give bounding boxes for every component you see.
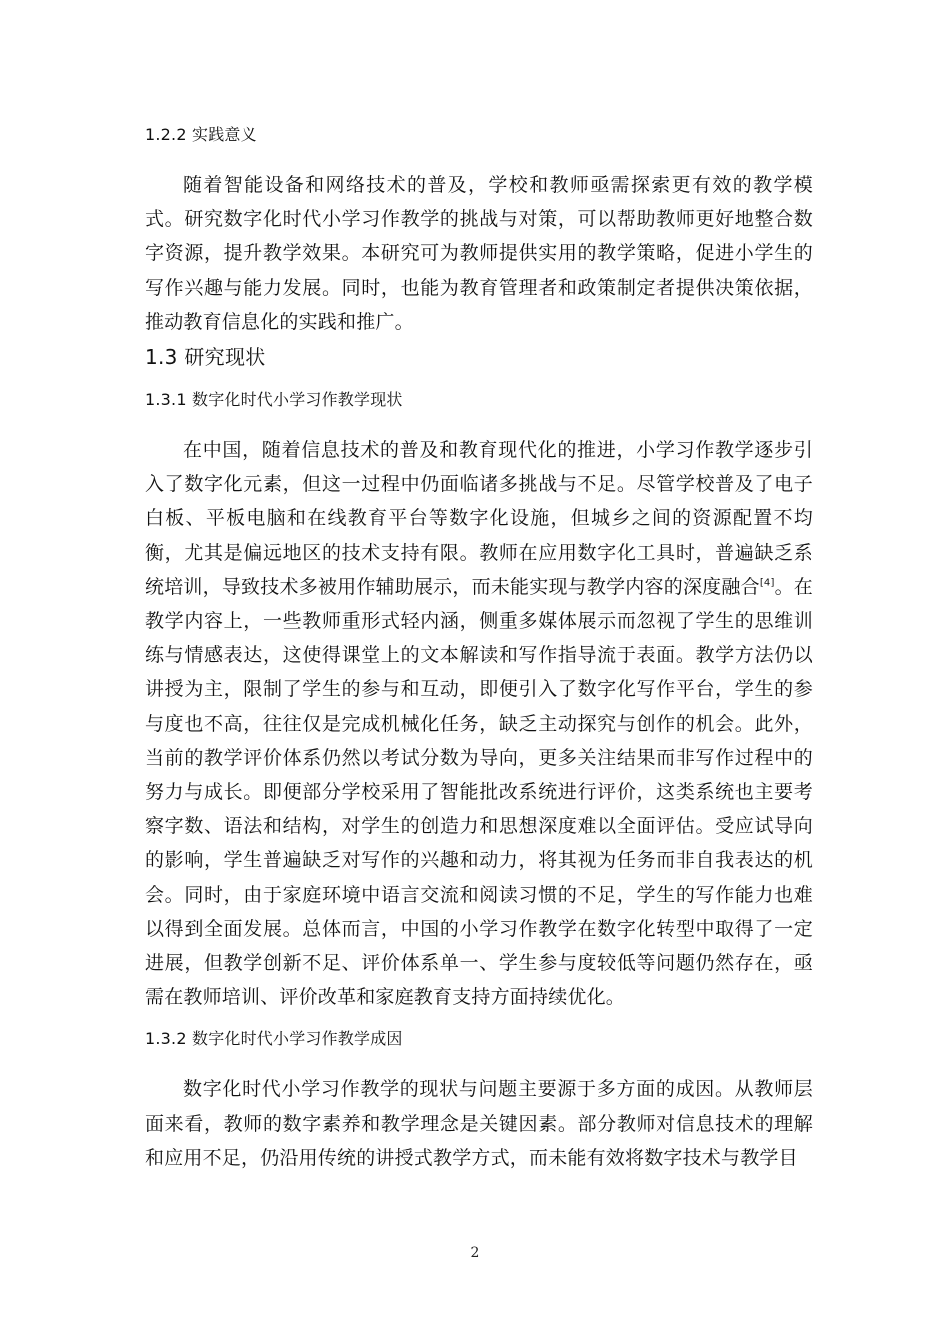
paragraph-current-status <box>145 433 813 1014</box>
page-content <box>145 120 813 1175</box>
page-number: 2 <box>470 1245 480 1261</box>
citation-ref: [4] <box>759 577 775 589</box>
heading-1-3-1: 1.3.1 数字化时代小学习作教学现状 <box>145 390 403 410</box>
heading-1-2-2: 1.2.2 实践意义 <box>145 125 257 144</box>
paragraph-current-status-part-b: 。在教学内容上，一些教师重形式轻内涵，侧重多媒体展示而忽视了学生的思维训练与情感表达，这使得课堂上的文本解读和写作指导流于表面。教学方法仍以讲授为主，限制了学生的参与和互动，即便引入了数字化写作平台，学生的参与度也不高，往往仅是完成机械化任务，缺乏主动探究与创作的机会。此外，当前的教学评价体系仍然以考试分数为导向，更多关注结果而非写作过程中的努力与成长。即便部分学校采用了智能批改系统进行评价，这类系统也主要考察字数、语法和结构，对学生的创造力和思想深度难以全面评估。受应试导向的影响，学生普遍缺乏对写作的兴趣和动力，将其视为任务而非自我表达的机会。同时，由于家庭环境中语言交流和阅读习惯的不足，学生的写作能力也难以得到全面发展。总体而言，中国的小学习作教学在数字化转型中取得了一定进展，但教学创新不足、评价体系单一、学生参与度较低等问题仍然存在，亟需在教师培训、评价改革和家庭教育支持方面持续优化。 <box>145 575 814 1009</box>
heading-1-3: 1.3 研究现状 <box>145 345 266 370</box>
heading-1-3-2: 1.3.2 数字化时代小学习作教学成因 <box>145 1029 403 1049</box>
paragraph-practical-significance: 随着智能设备和网络技术的普及，学校和教师亟需探索更有效的教学模式。研究数字化时代小学习作教学的挑战与对策，可以帮助教师更好地整合数字资源，提升教学效果。本研究可为教师提供实用的教学策略，促进小学生的写作兴趣与能力发展。同时，也能为教育管理者和政策制定者提供决策依据，推动教育信息化的实践和推广。 <box>145 174 813 333</box>
paragraph-current-status-part-a: 在中国，随着信息技术的普及和教育现代化的推进，小学习作教学逐步引入了数字化元素，但这一过程中仍面临诸多挑战与不足。尽管学校普及了电子白板、平板电脑和在线教育平台等数字化设施，但城乡之间的资源配置不均衡，尤其是偏远地区的技术支持有限。教师在应用数字化工具时，普遍缺乏系统培训，导致技术多被用作辅助展示，而未能实现与教学内容的深度融合 <box>145 439 813 598</box>
paragraph-causes: 数字化时代小学习作教学的现状与问题主要源于多方面的成因。从教师层面来看，教师的数字素养和教学理念是关键因素。部分教师对信息技术的理解和应用不足，仍沿用传统的讲授式教学方式，而未能有效将数字技术与教学目 <box>145 1078 813 1169</box>
